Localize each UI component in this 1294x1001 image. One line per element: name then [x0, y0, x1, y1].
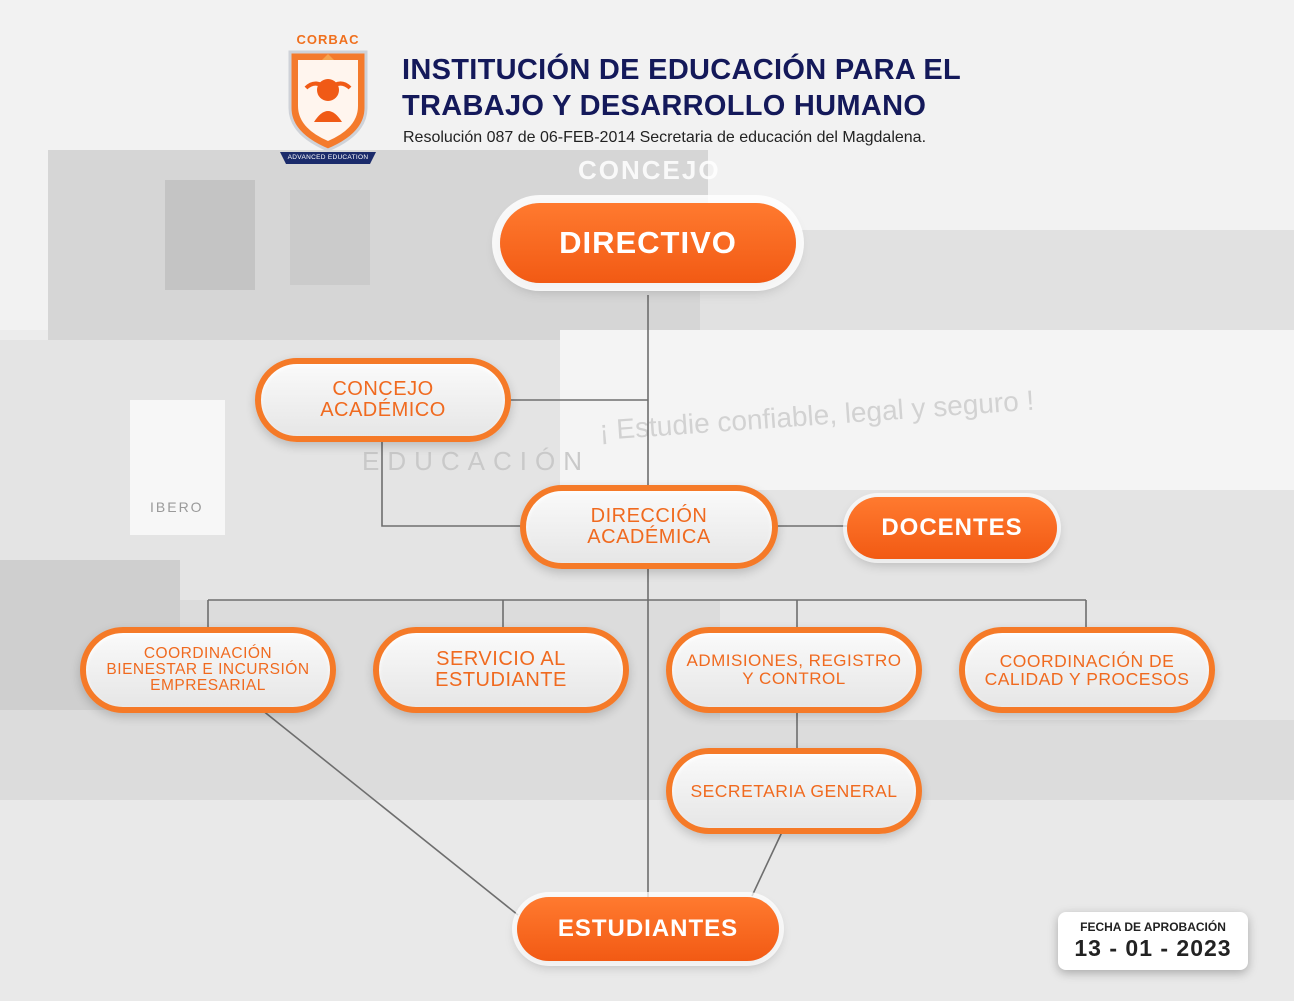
node-docentes: [847, 497, 1057, 559]
node-coordinacion-calidad-label: COORDINACIÓN DE CALIDAD Y PROCESOS: [984, 650, 1190, 689]
logo-ribbon-text: ADVANCED EDUCATION: [287, 154, 369, 161]
line-concejo-to-direccion: [382, 440, 522, 526]
node-secretaria-general: [666, 748, 922, 834]
line-secretaria-to-estudiantes: [752, 832, 782, 896]
node-concejo-academico: [255, 358, 511, 442]
approval-date: 13 - 01 - 2023: [1074, 935, 1232, 961]
page-subtitle: Resolución 087 de 06-FEB-2014 Secretaria de educación del Magdalena.: [403, 129, 927, 146]
node-servicio-estudiante-label: SERVICIO AL ESTUDIANTE: [435, 648, 567, 691]
title-line-2: TRABAJO Y DESARROLLO HUMANO: [402, 90, 927, 122]
logo-brand-text: CORBAC: [296, 32, 360, 47]
node-secretaria-general-label: SECRETARIA GENERAL: [690, 780, 898, 801]
ghost-concejo-label: CONCEJO: [578, 155, 721, 185]
node-docentes-label: DOCENTES: [881, 514, 1023, 541]
node-estudiantes: [517, 897, 779, 961]
shield-icon: [276, 30, 380, 170]
node-coordinacion-calidad: [959, 627, 1215, 713]
node-direccion-academica-label: DIRECCIÓN ACADÉMICA: [587, 505, 711, 548]
line-coordinacion-to-estudiantes: [262, 710, 518, 915]
sign-education-text: EDUCACIÓN: [362, 446, 591, 476]
node-directivo-label: DIRECTIVO: [559, 225, 737, 260]
node-admisiones-label: ADMISIONES, REGISTRO Y CONTROL: [686, 651, 902, 688]
corbac-logo: [276, 30, 380, 170]
title-line-1: INSTITUCIÓN DE EDUCACIÓN PARA EL: [402, 54, 961, 86]
sign-ibero-text: IBERO: [150, 499, 204, 515]
approval-badge: [1058, 912, 1248, 970]
page-title: [402, 52, 961, 124]
node-admisiones: [666, 627, 922, 713]
node-servicio-estudiante: [373, 627, 629, 713]
node-concejo-academico-label: CONCEJO ACADÉMICO: [320, 378, 446, 421]
node-directivo: [500, 203, 796, 283]
node-coordinacion-bienestar: [80, 627, 336, 713]
node-direccion-academica: [520, 485, 778, 569]
slogan-text: ¡ Estudie confiable, legal y seguro !: [598, 384, 1036, 446]
node-coordinacion-bienestar-label: COORDINACIÓN BIENESTAR E INCURSIÓN EMPRESARIAL: [106, 644, 310, 695]
approval-label: FECHA DE APROBACIÓN: [1080, 920, 1226, 934]
node-estudiantes-label: ESTUDIANTES: [557, 915, 739, 942]
